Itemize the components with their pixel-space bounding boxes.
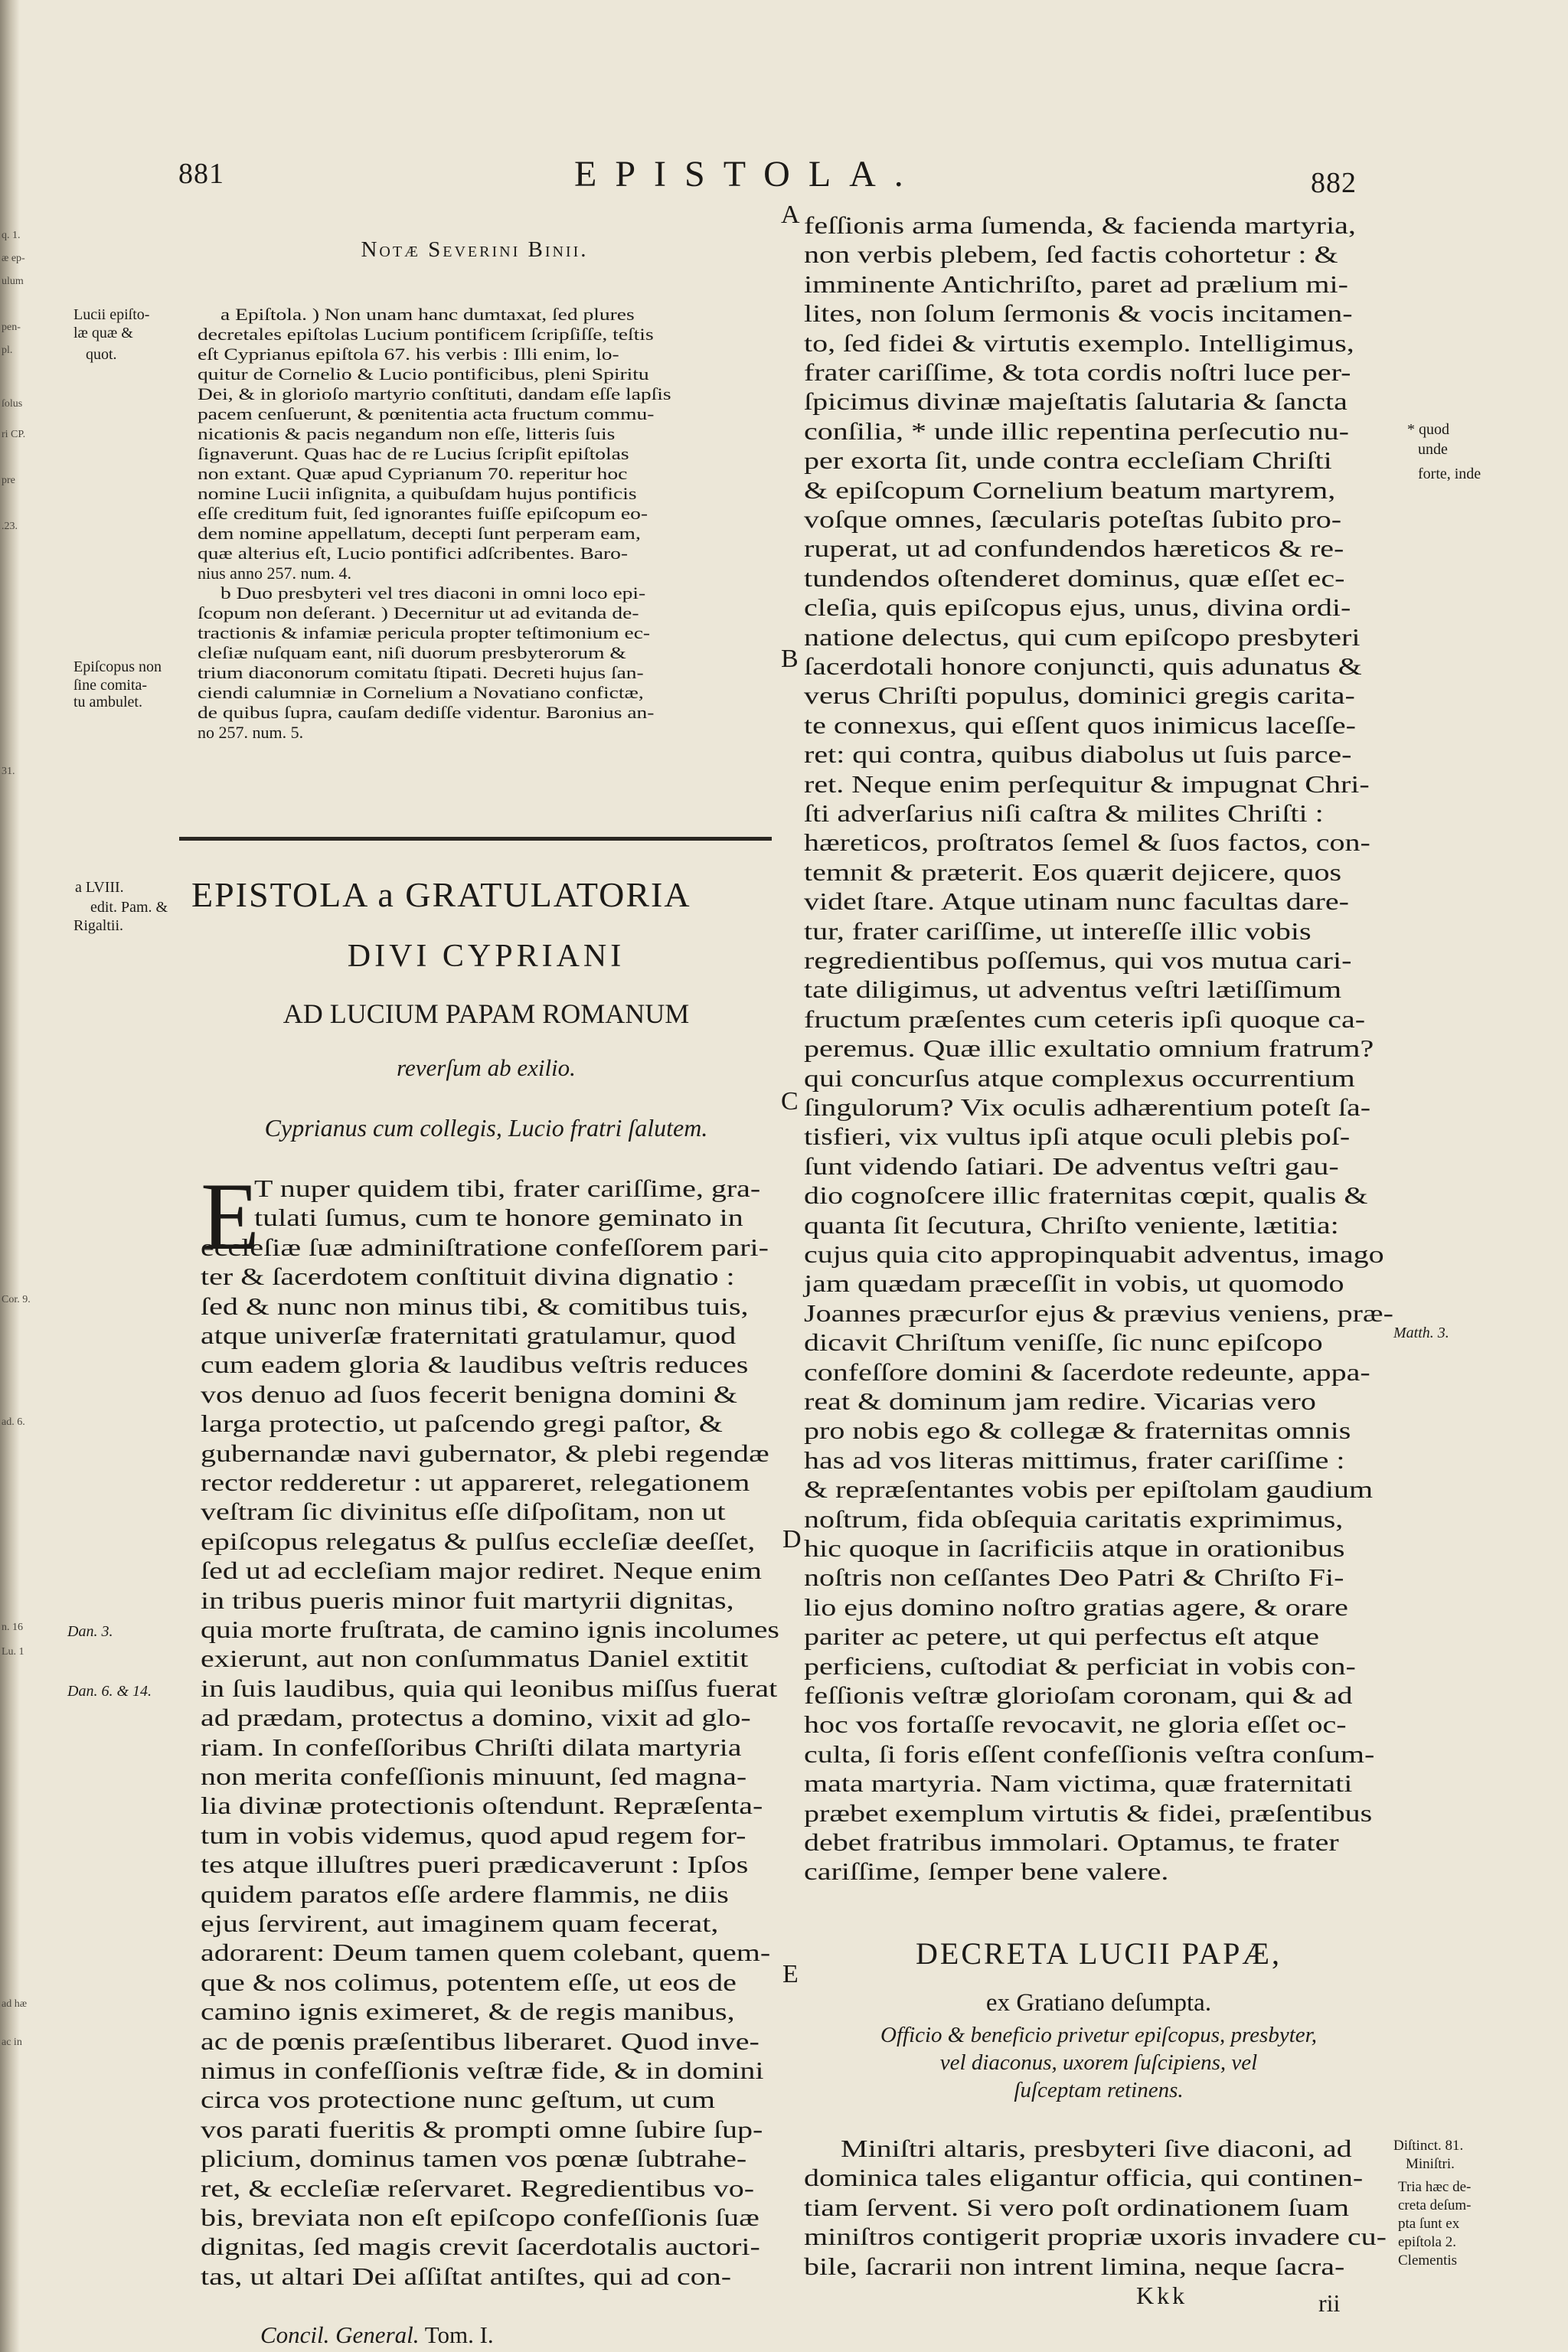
margin-ref: Matth. 3. (1393, 1325, 1449, 1341)
epistle-line: tulati ſumus, cum te honore geminato in (254, 1204, 743, 1232)
epistle-line: que & nos colimus, potentem eſſe, ut eos de (201, 1968, 737, 1996)
facing-page-bleed (0, 0, 31, 2352)
decreta-margin-line: pta ſunt ex (1398, 2216, 1460, 2232)
epistle-line: ejus ſervirent, aut imaginem quam fecerat, (201, 1909, 719, 1937)
notes-margin-line: ſine comita- (74, 677, 148, 694)
epistle-line: non merita confeſſionis minuunt, ſed magna- (201, 1762, 747, 1790)
bleed-fragment: ac in (2, 2037, 22, 2048)
signature-mark: Kkk (1136, 2282, 1188, 2309)
epistle-line: per exorta ſit, unde contra eccleſiam Chriſti (804, 446, 1332, 475)
epistle-line: te connexus, qui eſſent quos inimicus laceſſe- (804, 710, 1356, 739)
epistle-line: voſque omnes, ſæcularis poteſtas ſubito pro- (804, 505, 1342, 533)
running-title: EPISTOLA. (574, 154, 922, 194)
epistle-line: feſſionis veſtræ glorioſam coronam, qui & ad (804, 1681, 1353, 1709)
epistle-line: larga protectio, ut paſcendo gregi paſtor, & (201, 1410, 723, 1438)
bleed-fragment: æ ep- (2, 253, 25, 264)
note-line: no 257. num. 5. (198, 723, 304, 742)
bleed-fragment: 31. (2, 766, 15, 777)
epistle-line: debet fratribus immolari. Optamus, te frater (804, 1828, 1339, 1856)
epistle-line: qui concurſus atque complexus occurrentium (804, 1063, 1355, 1092)
epistle-line: imminente Antichriſto, paret ad prælium mi- (804, 270, 1348, 298)
epistle-line: præbet exemplum virtutis & fidei, præſentibus (804, 1798, 1373, 1827)
epistle-line: Joannes præcurſor ejus & prævius veniens, præ- (804, 1298, 1393, 1327)
epistle-line: ret, & eccleſiæ reſervaret. Regredientibus vo- (201, 2174, 755, 2202)
epistle-line: to, ſed fidei & virtutis exemplo. Intelligimus, (804, 328, 1354, 357)
epistle-line: lites, non ſolum ſermonis & vocis incitamen- (804, 299, 1353, 328)
decreta-margin-line: creta deſum- (1398, 2197, 1472, 2213)
epistle-line: ret: qui contra, quibus diabolus ut ſuis parce- (804, 740, 1352, 769)
epistle-line: exierunt, aut non conſummatus Daniel extitit (201, 1645, 749, 1673)
bleed-fragment: Lu. 1 (2, 1646, 24, 1658)
epistle-line: epiſcopus relegatus & pulſus eccleſiæ deeſſet, (201, 1527, 756, 1555)
epistle-line: confeſſore domini & ſacerdote redeunte, appa- (804, 1357, 1370, 1386)
epistle-line: temnit & præterit. Eos quærit dejicere, quos (804, 858, 1342, 886)
epistle-line: ad prædam, protectus a domino, vixit ad glo- (201, 1704, 751, 1732)
epistle-line: rector redderetur : ut appareret, relegationem (201, 1468, 750, 1496)
decreta-rubric (804, 2021, 1393, 2104)
note-line: b Duo presbyteri vel tres diaconi in omni loco epi- (220, 583, 646, 603)
note-line: ſcopum non deſerant. ) Decernitur ut ad evitanda de- (198, 603, 639, 622)
epistle-line: conſilia, * unde illic repentina perſecutio nu- (804, 416, 1349, 445)
note-line: decretales epiſtolas Lucium pontificem ſcripſiſſe, teſtis (198, 325, 654, 344)
footer-volume-number: Tom. I. (419, 2321, 494, 2348)
note-line: ciendi calumniæ in Cornelium a Novatiano confictæ, (198, 683, 644, 702)
epistle-line: cariſſime, ſemper bene valere. (804, 1857, 1169, 1886)
epistle-salutation: Cyprianus cum collegis, Lucio fratri ſalutem. (264, 1114, 708, 1142)
epistle-line: tisfieri, vix vultus ipſi atque oculi plebis poſ- (804, 1122, 1351, 1151)
epistle-line: ſacerdotali honore conjuncti, quis adunatus & (804, 652, 1362, 680)
epistle-line: camino ignis eximeret, & de regis manibus, (201, 1998, 735, 2026)
epistle-line: fructum præſentes cum ceteris ipſi quoque ca- (804, 1004, 1366, 1033)
epistle-line: nimus in confeſſionis veſtræ fide, & in domini (201, 2056, 764, 2084)
epistle-line: ſingulorum? Vix oculis adhærentium poteſt ſa- (804, 1093, 1371, 1121)
note-line: Dei, & in glorioſo martyrio conſtituti, dandam eſſe lapſis (198, 384, 671, 403)
bleed-fragment: pl. (2, 345, 13, 356)
epistle-line: ſed ut ad eccleſiam major rediret. Neque enim (201, 1557, 763, 1585)
epistle-line: regredientibus poſſemus, qui vos mutua cari- (804, 946, 1352, 974)
notes-margin-line: a LVIII. (75, 879, 124, 896)
epistle-line: pro nobis ego & collegæ & fraternitas omnis (804, 1416, 1351, 1445)
epistle-line: ſpicimus divinæ majeſtatis ſalutaria & ſancta (804, 387, 1348, 416)
notes-margin-line: Epiſcopus non (74, 658, 162, 675)
epistle-line: ter & ſacerdotem conſtituit divina dignatio : (201, 1263, 735, 1291)
note-line: de quibus ſupra, cauſam dediſſe videntur. Baronius an- (198, 703, 655, 722)
epistle-line: vos denuo ad ſuos fecerit benigna domini & (201, 1380, 737, 1408)
epistle-line: gubernandæ navi gubernator, & plebi regendæ (201, 1439, 769, 1467)
notes-heading: Notæ Severini Binii. (361, 237, 589, 262)
section-marker: B (781, 645, 799, 673)
decreta-margin-line: epiſtola 2. (1398, 2234, 1456, 2250)
decreta-margin-line: Tria hæc de- (1398, 2179, 1472, 2195)
epistle-line: peremus. Quæ illic exultatio omnium fratrum? (804, 1034, 1374, 1063)
decreta-line: miniſtros contigerit propriæ uxoris invadere cu- (804, 2223, 1387, 2251)
note-line: non extant. Quæ apud Cyprianum 70. reperitur hoc (198, 464, 628, 483)
epistle-line: dignitas, ſed magis crevit ſacerdotalis auctori- (201, 2233, 760, 2261)
epistle-line: jam quædam præceſſit in vobis, ut quomodo (804, 1269, 1344, 1298)
section-marker: A (781, 201, 800, 229)
section-marker: D (782, 1525, 802, 1553)
rubric-line: vel diaconus, uxorem ſuſcipiens, vel (939, 2050, 1258, 2075)
note-line: quæ alterius eſt, Lucio pontifici adſcribentes. Baro- (198, 544, 629, 563)
note-line: quitur de Cornelio & Lucio pontificibus, pleni Spiritu (198, 364, 649, 384)
decreta-margin-line: Diſtinct. 81. (1393, 2138, 1464, 2154)
note-line: a Epiſtola. ) Non unam hanc dumtaxat, ſed plures (220, 305, 635, 324)
section-rule (179, 837, 772, 841)
bleed-fragment: q. 1. (2, 230, 21, 241)
bleed-fragment: ri CP. (2, 429, 26, 440)
epistle-line: ſed & nunc non minus tibi, & comitibus tuis, (201, 1292, 749, 1320)
decreta-line: bile, ſacrarii non intrent limina, neque ſacra- (804, 2252, 1345, 2280)
epistle-line: hoc vos fortaſſe revocavit, ne gloria eſſet oc- (804, 1710, 1347, 1739)
epistle-line: hæreticos, proſtratos ſemel & ſuos factos, con- (804, 828, 1370, 857)
epistle-line: tate diligimus, ut adventus veſtri lætiſſimum (804, 975, 1342, 1004)
epistle-line: riam. In confeſſoribus Chriſti dilata martyria (201, 1733, 742, 1761)
epistle-line: dicavit Chriſtum veniſſe, ſic nunc epiſcopo (804, 1328, 1323, 1357)
bleed-fragment: n. 16 (2, 1622, 23, 1633)
epistle-line: atque univerſæ fraternitati gratulamur, quod (201, 1321, 737, 1349)
epistle-line: lio ejus domino noſtro gratias agere, & orare (804, 1592, 1348, 1621)
bleed-fragment: ulum (2, 276, 24, 287)
epistle-line: plicium, dominus tamen vos pœnæ ſubtrahe- (201, 2145, 747, 2173)
section-marker: E (782, 1960, 799, 1988)
margin-ref: * quod (1407, 421, 1449, 438)
note-line: pacem cenſuerunt, & pœnitentia acta fructum commu- (198, 404, 655, 423)
decreta-line: tiam ſervent. Si vero poſt ordinationem ſuam (804, 2193, 1350, 2221)
epistle-line: cum eadem gloria & laudibus veſtris reduces (201, 1351, 749, 1379)
epistle-line: & epiſcopum Cornelium beatum martyrem, (804, 475, 1336, 504)
epistle-line: in ſuis laudibus, quia qui leonibus miſſus fuerat (201, 1674, 778, 1702)
epistle-line: tes atque illuſtres pueri prædicaverunt : Ipſos (201, 1851, 749, 1879)
bleed-fragment: ſolus (2, 398, 23, 410)
note-line: eſſe creditum fuit, ſed ignorantes fuiſſe epiſcopum eo- (198, 504, 648, 523)
epistle-line: feſſionis arma ſumenda, & facienda martyria, (804, 211, 1356, 239)
bleed-fragment: Cor. 9. (2, 1294, 31, 1305)
epistle-line: noſtris non ceſſantes Deo Patri & Chriſto Fi- (804, 1563, 1344, 1592)
scripture-ref: Dan. 3. (67, 1623, 113, 1640)
bleed-fragment: pen- (2, 322, 21, 333)
bleed-fragment: ad hæ (2, 1998, 28, 2010)
epistle-line: T nuper quidem tibi, frater cariſſime, gra- (254, 1174, 761, 1202)
epistle-title-line4: reverſum ab exilio. (397, 1054, 576, 1081)
decreta-title: DECRETA LUCII PAPÆ, (916, 1936, 1282, 1971)
epistle-line: ſunt videndo ſatiari. De adventus veſtri gau- (804, 1152, 1339, 1180)
epistle-line: tundendos oſtenderet dominus, quæ eſſet ec- (804, 564, 1345, 592)
page-number-right: 882 (1311, 167, 1357, 199)
epistle-line: dio cognoſcere illic fraternitas cœpit, qualis & (804, 1181, 1368, 1210)
epistle-line: circa vos protectione nunc geſtum, ut cum (201, 2086, 716, 2114)
epistle-line: mata martyria. Nam victima, quæ fraternitati (804, 1769, 1353, 1798)
margin-ref: forte, inde (1418, 466, 1481, 482)
note-line: nius anno 257. num. 4. (198, 564, 352, 583)
epistle-line: ruperat, ut ad confundendos hæreticos & re- (804, 534, 1344, 563)
notes-margin-line: læ quæ & (74, 325, 133, 341)
epistle-line: culta, ſi foris eſſent confeſſionis veſtra conſum- (804, 1740, 1375, 1768)
epistle-line: ret. Neque enim perſequitur & impugnat Chri- (804, 769, 1370, 798)
note-line: nomine Lucii inſignita, a quibuſdam hujus pontificis (198, 484, 637, 503)
epistle-line: eccleſiæ ſuæ adminiſtratione confeſſorem pari- (201, 1233, 769, 1261)
section-marker: C (781, 1087, 799, 1116)
epistle-line: cleſia, quis epiſcopus ejus, unus, divina ordi- (804, 593, 1351, 622)
epistle-line: in tribus pueris minor fuit martyrii dignitas, (201, 1586, 734, 1614)
epistle-line: adorarent: Deum tamen quem colebant, quem- (201, 1939, 771, 1967)
rubric-line: ſuſceptam retinens. (1014, 2078, 1184, 2102)
note-line: trium diaconorum comitatu ſtipati. Decreti hujus ſan- (198, 663, 644, 682)
epistle-line: lia divinæ protectionis oſtendunt. Repræſenta- (201, 1792, 763, 1820)
epistle-line: non verbis plebem, ſed factis cohortetur : & (804, 240, 1338, 269)
decreta-margin-line: Clementis (1398, 2252, 1458, 2269)
epistle-line: videt ſtare. Atque utinam nunc facultas dare- (804, 887, 1349, 916)
epistle-line: ac de pœnis præſentibus liberaret. Quod inve- (201, 2027, 760, 2055)
footer-volume (260, 2321, 494, 2349)
epistle-line: tas, ut altari Dei aſſiſtat antiſtes, qui ad con- (201, 2262, 732, 2290)
footer-volume-title: Concil. General. (260, 2321, 420, 2348)
bleed-fragment: ad. 6. (2, 1416, 25, 1428)
epistle-line: veſtram ſic divinitus eſſe diſpoſitam, non ut (201, 1498, 726, 1526)
epistle-line: & repræſentantes vobis per epiſtolam gaudium (804, 1475, 1374, 1504)
epistle-title-line2: DIVI CYPRIANI (347, 939, 626, 974)
epistle-line: bis, breviata non eſt epiſcopo confeſſionis ſuæ (201, 2203, 760, 2231)
epistle-line: verus Chriſti populus, dominici gregis carita- (804, 681, 1355, 710)
note-line: dem nomine appellatum, decepti ſunt perperam eam, (198, 524, 641, 543)
epistle-line: reat & dominum jam redire. Vicarias vero (804, 1387, 1316, 1415)
decreta-line: dominica tales eligantur officia, qui continen- (804, 2164, 1364, 2192)
notes-margin-line: Lucii epiſto- (74, 306, 150, 323)
epistle-line: has ad vos literas mittimus, frater cariſſime : (804, 1446, 1345, 1474)
bleed-fragment: pre (2, 475, 15, 486)
note-line: eſt Cyprianus epiſtola 67. his verbis : Illi enim, lo- (198, 345, 619, 364)
epistle-line: pariter ac petere, ut qui perfectus eſt atque (804, 1622, 1319, 1651)
margin-ref: unde (1418, 441, 1448, 458)
note-line: ſignaverunt. Quas hac de re Lucius ſcripſit epiſtolas (198, 444, 629, 463)
epistle-line: ſti adverſarius niſi caſtra & milites Chriſti : (804, 799, 1324, 827)
epistle-line: vos parati fueritis & prompti omne ſubire ſup- (201, 2115, 763, 2143)
epistle-line: noſtrum, fida obſequia caritatis exprimimus, (804, 1504, 1344, 1533)
epistle-line: cujus quia cito appropinquabit adventus, imago (804, 1240, 1384, 1268)
epistle-line: quanta ſit ſecutura, Chriſto veniente, lætitia: (804, 1210, 1339, 1239)
notes-margin-line: quot. (86, 346, 117, 363)
note-line: cleſiæ nuſquam eant, niſi duorum presbyterorum & (198, 643, 626, 662)
catchword: rii (1318, 2289, 1341, 2317)
epistle-line: quidem paratos eſſe ardere flammis, ne diis (201, 1880, 729, 1908)
decreta-subtitle: ex Gratiano deſumpta. (985, 1989, 1212, 2017)
epistle-line: hic quoque in ſacrificiis atque in orationibus (804, 1534, 1345, 1562)
epistle-line: perficiens, cuſtodiat & perficiat in vobis con- (804, 1651, 1356, 1680)
epistle-title-line3: AD LUCIUM PAPAM ROMANUM (283, 998, 690, 1029)
epistle-line: natione delectus, qui cum epiſcopo presbyteri (804, 622, 1361, 651)
rubric-line: Officio & beneficio privetur epiſcopus, presbyter, (880, 2023, 1317, 2047)
page-number-left: 881 (178, 158, 224, 190)
notes-margin-line: Rigaltii. (74, 917, 123, 934)
decreta-line: Miniſtri altaris, presbyteri ſive diaconi, ad (841, 2135, 1352, 2162)
note-line: tractionis & infamiæ pericula propter teſtimonium ec- (198, 623, 651, 642)
notes-margin-line: edit. Pam. & (90, 899, 168, 916)
epistle-title-line1: EPISTOLA a GRATULATORIA (191, 875, 691, 914)
drop-cap: E (201, 1164, 260, 1270)
epistle-line: frater cariſſime, & tota cordis noſtri luce per- (804, 358, 1351, 386)
epistle-line: tur, frater cariſſime, ut intereſſe illic vobis (804, 916, 1312, 945)
scripture-ref: Dan. 6. & 14. (67, 1683, 152, 1700)
epistle-line: quia morte fruſtrata, de camino ignis incolumes (201, 1615, 779, 1643)
bleed-fragment: .23. (2, 521, 18, 532)
decreta-margin-line: Miniſtri. (1406, 2156, 1455, 2172)
notes-margin-line: tu ambulet. (74, 694, 142, 710)
note-line: nicationis & pacis negandum non eſſe, litteris ſuis (198, 424, 616, 443)
epistle-line: tum in vobis videmus, quod apud regem for- (201, 1821, 746, 1849)
